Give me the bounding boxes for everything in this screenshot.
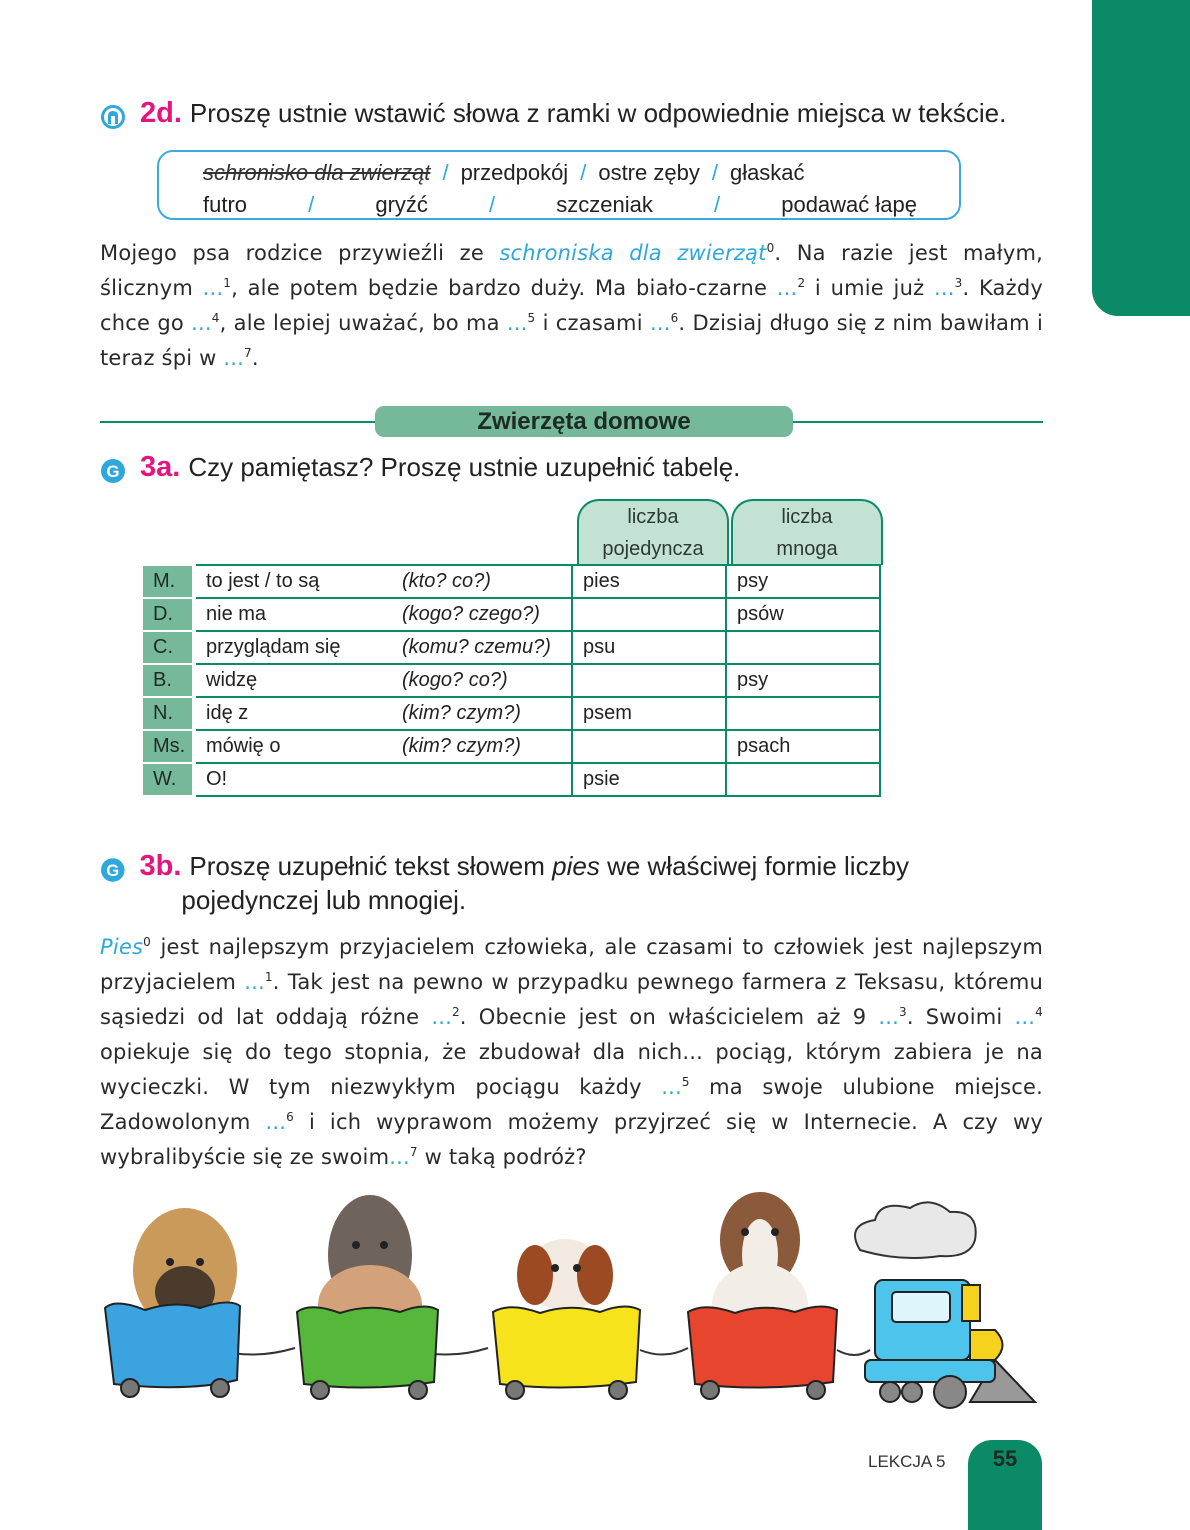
- singular-cell: psem: [572, 697, 726, 730]
- table-row: [142, 730, 880, 763]
- separator: /: [713, 192, 721, 217]
- exercise-3a-heading: [100, 450, 740, 484]
- exercise-2d-heading: [100, 96, 1006, 130]
- singular-cell: psie: [572, 763, 726, 796]
- plural-cell: psów: [726, 598, 880, 631]
- speaking-icon: [100, 104, 126, 130]
- word-item: ostre zęby: [598, 160, 700, 185]
- exercise-3b-heading: [100, 849, 1045, 917]
- example-answer: Pies: [100, 935, 144, 959]
- phrase-cell: widzę (kogo? co?): [194, 664, 572, 697]
- dog-train-illustration: [100, 1170, 1045, 1420]
- table-row: [142, 598, 880, 631]
- case-label: M.: [142, 565, 194, 598]
- gap: ...: [1014, 1005, 1036, 1029]
- phrase-cell: mówię o (kim? czym?): [194, 730, 572, 763]
- gap: ...: [223, 346, 245, 370]
- singular-cell: [572, 730, 726, 763]
- plural-cell: psach: [726, 730, 880, 763]
- declension-table: [141, 564, 881, 797]
- separator: /: [489, 192, 496, 217]
- table-row: [142, 664, 880, 697]
- separator: /: [442, 160, 449, 185]
- word-item: głaskać: [729, 160, 805, 185]
- gap: ...: [933, 276, 955, 300]
- phrase-cell: to jest / to są (kto? co?): [194, 565, 572, 598]
- word-item: szczeniak: [556, 192, 653, 217]
- separator: /: [308, 192, 315, 217]
- exercise-2d-text: Mojego psa rodzice przywieźli ze schroniska dla zwierząt$^0$. Na razie jest małym, ślicznym ...$^1$, ale potem będzie bardzo duży. Ma biało-czarne ...$^2$ i umie już ...$^3$. Każdy chce go ...$^4$, ale lepiej uważać, bo ma ...$^5$ i czasami ...$^6$. Dzisiaj długo się z nim bawiłam i teraz śpi w ...$^7$.: [100, 241, 1044, 370]
- case-label: W.: [142, 763, 194, 796]
- grammar-icon: [100, 857, 126, 883]
- word-item: przedpokój: [460, 160, 569, 185]
- green-wagon: [297, 1195, 438, 1399]
- singular-cell: [572, 664, 726, 697]
- blue-wagon: [105, 1208, 240, 1397]
- gap: ...: [431, 1005, 452, 1029]
- gap: ...: [389, 1145, 410, 1169]
- gap: ...: [265, 1110, 287, 1134]
- exercise-3b-text: Pies$^0$ jest najlepszym przyjacielem człowieka, ale czasami to człowiek jest najlepszym przyjacielem ...$^1$. Tak jest na pewno w przypadku pewnego farmera z Teksasu, któremu sąsiedzi od lat oddają różne ...$^2$. Obecnie jest on właścicielem aż 9 ...$^3$. Swoimi ...$^4$ opiekuje się do tego stopnia, że zbudował dla nich... pociąg, którym zabiera je na wycieczki. W tym niezwykłym pociągu każdy ...$^5$ ma swoje ulubione miejsce. Zadowolonym ...$^6$ i ich wyprawom możemy przyjrzeć się w Internecie. A czy wy wybralibyście się ze swoim...$^7$ w taką podróż?: [100, 935, 1043, 1169]
- word-item: futro: [203, 192, 248, 217]
- table-row: [142, 631, 880, 664]
- plural-cell: [726, 631, 880, 664]
- gap: ...: [649, 311, 671, 335]
- plural-cell: [726, 697, 880, 730]
- gap: ...: [776, 276, 798, 300]
- case-label: B.: [142, 664, 194, 697]
- exercise-number: 3b.: [139, 850, 182, 882]
- chapter-side-tab: [1092, 0, 1190, 316]
- plural-cell: [726, 763, 880, 796]
- singular-cell: psu: [572, 631, 726, 664]
- phrase-cell: idę z (kim? czym?): [194, 697, 572, 730]
- word-item: gryźć: [375, 192, 428, 217]
- exercise-number: 3a.: [140, 451, 181, 483]
- gap: ...: [244, 970, 265, 994]
- exercise-instruction: Proszę uzupełnić tekst słowem pies we właściwej formie liczby pojedynczej lub mnogiej.: [181, 851, 910, 915]
- word-box-row: [203, 190, 917, 220]
- word-example-crossed: schronisko dla zwierząt: [203, 160, 431, 185]
- word-box: [157, 150, 961, 220]
- locomotive: [855, 1202, 1035, 1408]
- singular-cell: [572, 598, 726, 631]
- phrase-cell: przyglądam się (komu? czemu?): [194, 631, 572, 664]
- table-row: [142, 697, 880, 730]
- case-label: C.: [142, 631, 194, 664]
- plural-cell: psy: [726, 565, 880, 598]
- svg-text:G: G: [106, 462, 120, 481]
- exercise-instruction: Czy pamiętasz? Proszę ustnie uzupełnić tabelę.: [188, 452, 741, 482]
- plural-cell: psy: [726, 664, 880, 697]
- phrase-cell: O!: [194, 763, 572, 796]
- exercise-number: 2d.: [140, 97, 182, 129]
- case-label: D.: [142, 598, 194, 631]
- page-number: 55: [992, 1446, 1018, 1471]
- svg-text:G: G: [106, 860, 120, 880]
- table-row: [142, 565, 880, 598]
- section-title: Zwierzęta domowe: [375, 406, 793, 437]
- gap: ...: [202, 276, 224, 300]
- word-item: podawać łapę: [781, 192, 917, 217]
- gap: ...: [506, 311, 528, 335]
- case-label: Ms.: [142, 730, 194, 763]
- table-row: [142, 763, 880, 796]
- separator: /: [580, 160, 587, 185]
- singular-cell: pies: [572, 565, 726, 598]
- column-header-singular: liczba pojedyncza: [577, 499, 729, 565]
- separator: /: [711, 160, 718, 185]
- red-wagon: [688, 1192, 837, 1399]
- case-label: N.: [142, 697, 194, 730]
- word-box-row: [203, 158, 917, 188]
- grammar-icon: [100, 458, 126, 484]
- gap: ...: [878, 1005, 899, 1029]
- example-answer: schroniska dla zwierząt: [499, 241, 767, 265]
- gap: ...: [191, 311, 212, 335]
- exercise-instruction: Proszę ustnie wstawić słowa z ramki w odpowiednie miejsca w tekście.: [189, 98, 1007, 128]
- phrase-cell: nie ma (kogo? czego?): [194, 598, 572, 631]
- gap: ...: [661, 1075, 682, 1099]
- lesson-label: LEKCJA 5: [868, 1452, 946, 1471]
- yellow-wagon: [493, 1239, 640, 1399]
- column-header-plural: liczba mnoga: [731, 499, 883, 565]
